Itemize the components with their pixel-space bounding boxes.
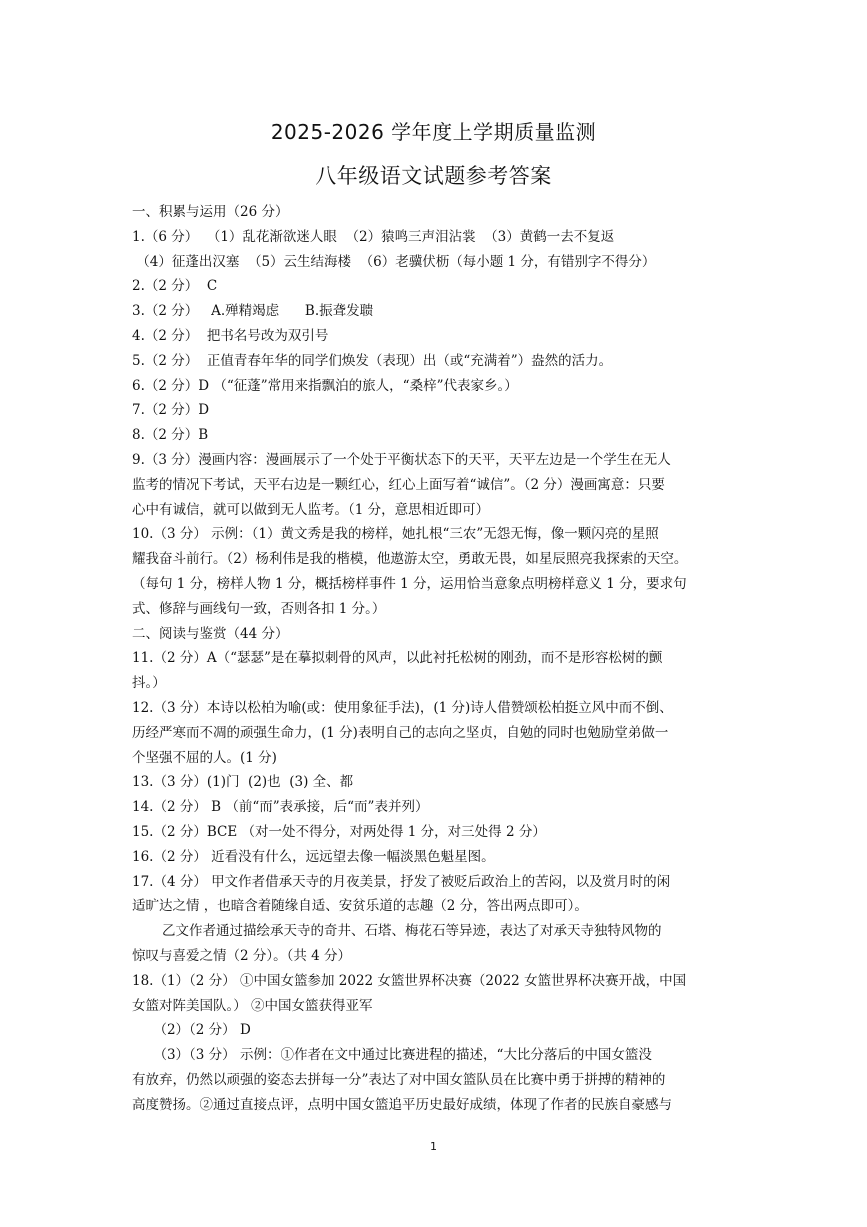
text-line: 5.（2 分） 正值青春年华的同学们焕发（表现）出（或“充满着”）盎然的活力。: [132, 352, 613, 369]
answer-body: [132, 200, 742, 1117]
text-line: 一、积累与运用（26 分）: [132, 204, 289, 220]
text-line: 14.（2 分） B （前“而”表承接，后“而”表并列）: [132, 799, 429, 816]
text-line: 3.（2 分） A.殚精竭虑 B.振聋发聩: [132, 303, 374, 320]
text-line: 8.（2 分）B: [132, 427, 209, 444]
text-line: 式、修辞与画线句一致，否则各扣 1 分。）: [132, 600, 386, 617]
text-line: （每句 1 分，榜样人物 1 分，概括榜样事件 1 分，运用恰当意象点明榜样意义 1 分，要求句: [132, 575, 687, 592]
text-line: 10.（3 分） 示例：（1）黄文秀是我的榜样，她扎根“三农”无怨无悔，像一颗闪亮的星照: [132, 526, 659, 543]
document-subtitle: 八年级语文试题参考答案: [315, 164, 552, 188]
text-line: 抖。）: [132, 675, 166, 692]
text-line: 惊叹与喜爱之情（2 分）。（共 4 分）: [132, 947, 352, 964]
text-line: 18.（1）（2 分） ①中国女篮参加 2022 女篮世界杯决赛（2022 女篮世界杯决赛开战，中国: [132, 972, 687, 989]
document-title: 2025-2026 学年度上学期质量监测: [270, 120, 597, 144]
text-line: 7.（2 分）D: [132, 402, 210, 419]
text-line: 历经严寒而不凋的顽强生命力，(1 分)表明自己的志向之坚贞，自勉的同时也勉励堂弟做一: [132, 724, 669, 741]
text-line: 耀我奋斗前行。（2）杨利伟是我的楷模，他遨游太空，勇敢无畏，如星辰照亮我探索的天空。: [132, 551, 688, 568]
text-line: 4.（2 分） 把书名号改为双引号: [132, 327, 329, 344]
text-line: 监考的情况下考试，天平右边是一颗红心，红心上面写着“诚信”。（2 分）漫画寓意：只要: [132, 476, 665, 493]
text-line: 二、阅读与鉴赏（44 分）: [132, 625, 289, 642]
text-line: 有放弃，仍然以顽强的姿态去拼每一分”表达了对中国女篮队员在比赛中勇于拼搏的精神的: [132, 1071, 666, 1088]
text-line: 高度赞扬。②通过直接点评，点明中国女篮追平历史最好成绩，体现了作者的民族自豪感与: [132, 1096, 672, 1113]
text-line: （2）（2 分） D: [132, 1022, 251, 1039]
text-line: 11.（2 分）A（“瑟瑟”是在摹拟刺骨的风声，以此衬托松树的刚劲，而不是形容松树的颤: [132, 650, 663, 667]
text-line: 6.（2 分）D （“征蓬”常用来指飘泊的旅人，“桑梓”代表家乡。）: [132, 377, 518, 394]
text-line: 9.（3 分）漫画内容：漫画展示了一个处于平衡状态下的天平，天平左边是一个学生在无人: [132, 451, 671, 468]
text-line: 12.（3 分）本诗以松柏为喻(或：使用象征手法)，(1 分)诗人借赞颂松柏挺立风中而不倒、: [132, 699, 673, 716]
text-line: 适旷达之情 ，也暗含着随缘自适、安贫乐道的志趣（2 分，答出两点即可）。: [132, 898, 588, 915]
page-number: 1: [430, 1140, 437, 1153]
text-line: 17.（4 分） 甲文作者借承天寺的月夜美景，抒发了被贬后政治上的苦闷，以及赏月时的闲: [132, 873, 671, 890]
text-line: （4）征蓬出汉塞 （5）云生结海楼 （6）老骥伏枥（每小题 1 分，有错别字不得分）: [132, 253, 656, 270]
text-line: 女篮对阵美国队。） ②中国女篮获得亚军: [132, 997, 373, 1014]
text-line: 乙文作者通过描绘承天寺的奇井、石塔、梅花石等异迹，表达了对承天寺独特风物的: [132, 923, 662, 940]
text-line: 1.（6 分） （1）乱花渐欲迷人眼 （2）猿鸣三声泪沾裳 （3）黄鹤一去不复返: [132, 228, 615, 245]
text-line: 2.（2 分） C: [132, 278, 218, 295]
text-line: 15.（2 分）BCE （对一处不得分，对两处得 1 分，对三处得 2 分）: [132, 823, 546, 840]
text-line: 16.（2 分） 近看没有什么，远远望去像一幅淡黑色魁星图。: [132, 848, 495, 865]
text-line: （3）（3 分） 示例：①作者在文中通过比赛进程的描述，“大比分落后的中国女篮没: [132, 1047, 652, 1064]
text-line: 心中有诚信，就可以做到无人监考。（1 分，意思相近即可）: [132, 501, 490, 518]
text-line: 13.（3 分）(1)门 (2)也 (3) 全、都: [132, 774, 354, 791]
text-line: 个坚强不屈的人。(1 分): [132, 749, 277, 766]
